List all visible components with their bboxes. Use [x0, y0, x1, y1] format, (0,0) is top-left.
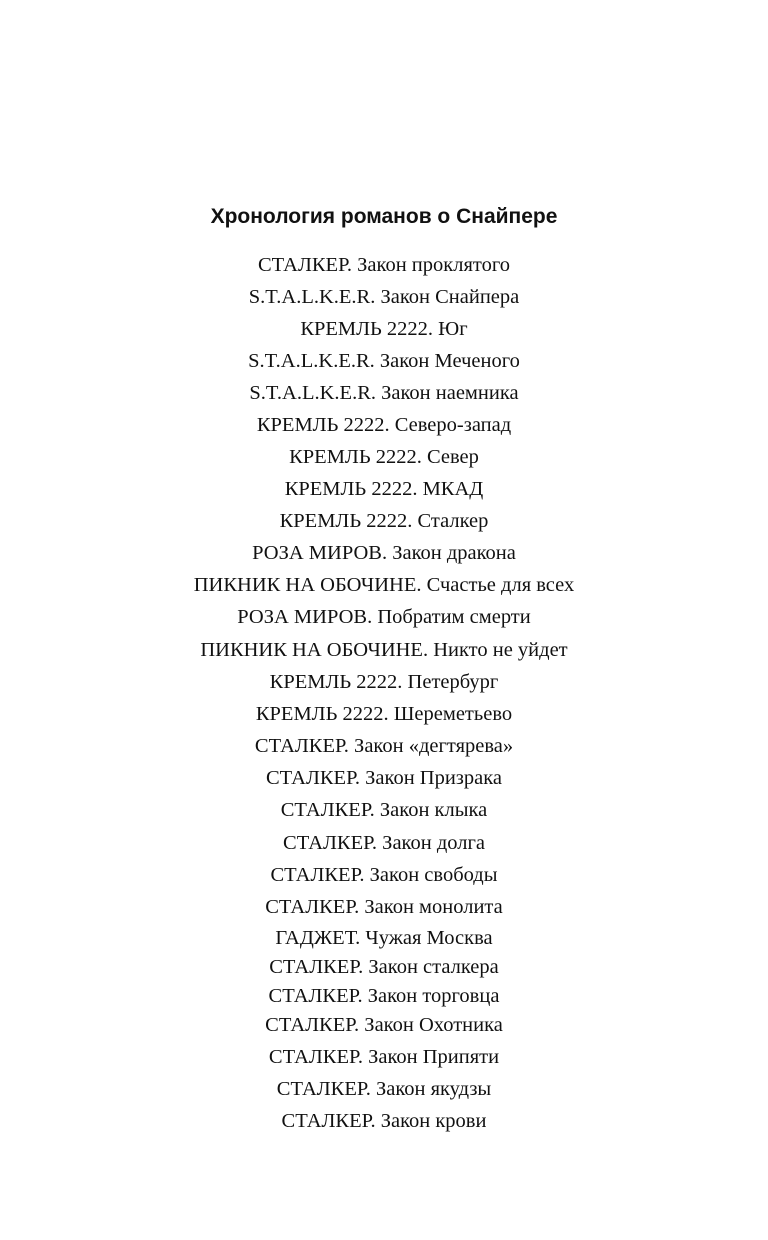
list-item: СТАЛКЕР. Закон крови	[281, 1110, 487, 1132]
list-item: РОЗА МИРОВ. Закон дракона	[252, 542, 516, 564]
list-item: КРЕМЛЬ 2222. Петербург	[269, 671, 499, 693]
list-item: СТАЛКЕР. Закон якудзы	[276, 1078, 492, 1100]
list-item: СТАЛКЕР. Закон клыка	[280, 799, 488, 821]
list-item: СТАЛКЕР. Закон торговца	[268, 985, 500, 1007]
list-item: S.T.A.L.K.E.R. Закон Снайпера	[248, 286, 520, 308]
list-item: КРЕМЛЬ 2222. МКАД	[284, 478, 484, 500]
list-item: СТАЛКЕР. Закон «дегтярева»	[254, 735, 514, 757]
list-item: СТАЛКЕР. Закон монолита	[265, 896, 503, 918]
list-item: ПИКНИК НА ОБОЧИНЕ. Счастье для всех	[193, 574, 575, 596]
page-title: Хронология романов о Снайпере	[210, 205, 558, 228]
list-item: СТАЛКЕР. Закон долга	[283, 832, 485, 854]
list-item: СТАЛКЕР. Закон сталкера	[269, 956, 499, 978]
list-item: СТАЛКЕР. Закон Призрака	[265, 767, 503, 789]
list-item: КРЕМЛЬ 2222. Север	[289, 446, 479, 468]
list-item: СТАЛКЕР. Закон Охотника	[265, 1014, 503, 1036]
list-item: КРЕМЛЬ 2222. Сталкер	[279, 510, 489, 532]
list-item: S.T.A.L.K.E.R. Закон наемника	[249, 382, 519, 404]
list-item: КРЕМЛЬ 2222. Северо-запад	[256, 414, 512, 436]
list-item: S.T.A.L.K.E.R. Закон Меченого	[248, 350, 520, 372]
list-item: СТАЛКЕР. Закон проклятого	[258, 254, 510, 276]
list-item: ГАДЖЕТ. Чужая Москва	[275, 927, 493, 949]
list-item: СТАЛКЕР. Закон Припяти	[268, 1046, 500, 1068]
list-item: КРЕМЛЬ 2222. Юг	[300, 318, 468, 340]
list-item: ПИКНИК НА ОБОЧИНЕ. Никто не уйдет	[200, 639, 568, 661]
list-item: СТАЛКЕР. Закон свободы	[270, 864, 498, 886]
list-item: КРЕМЛЬ 2222. Шереметьево	[255, 703, 513, 725]
list-item: РОЗА МИРОВ. Побратим смерти	[237, 606, 531, 628]
